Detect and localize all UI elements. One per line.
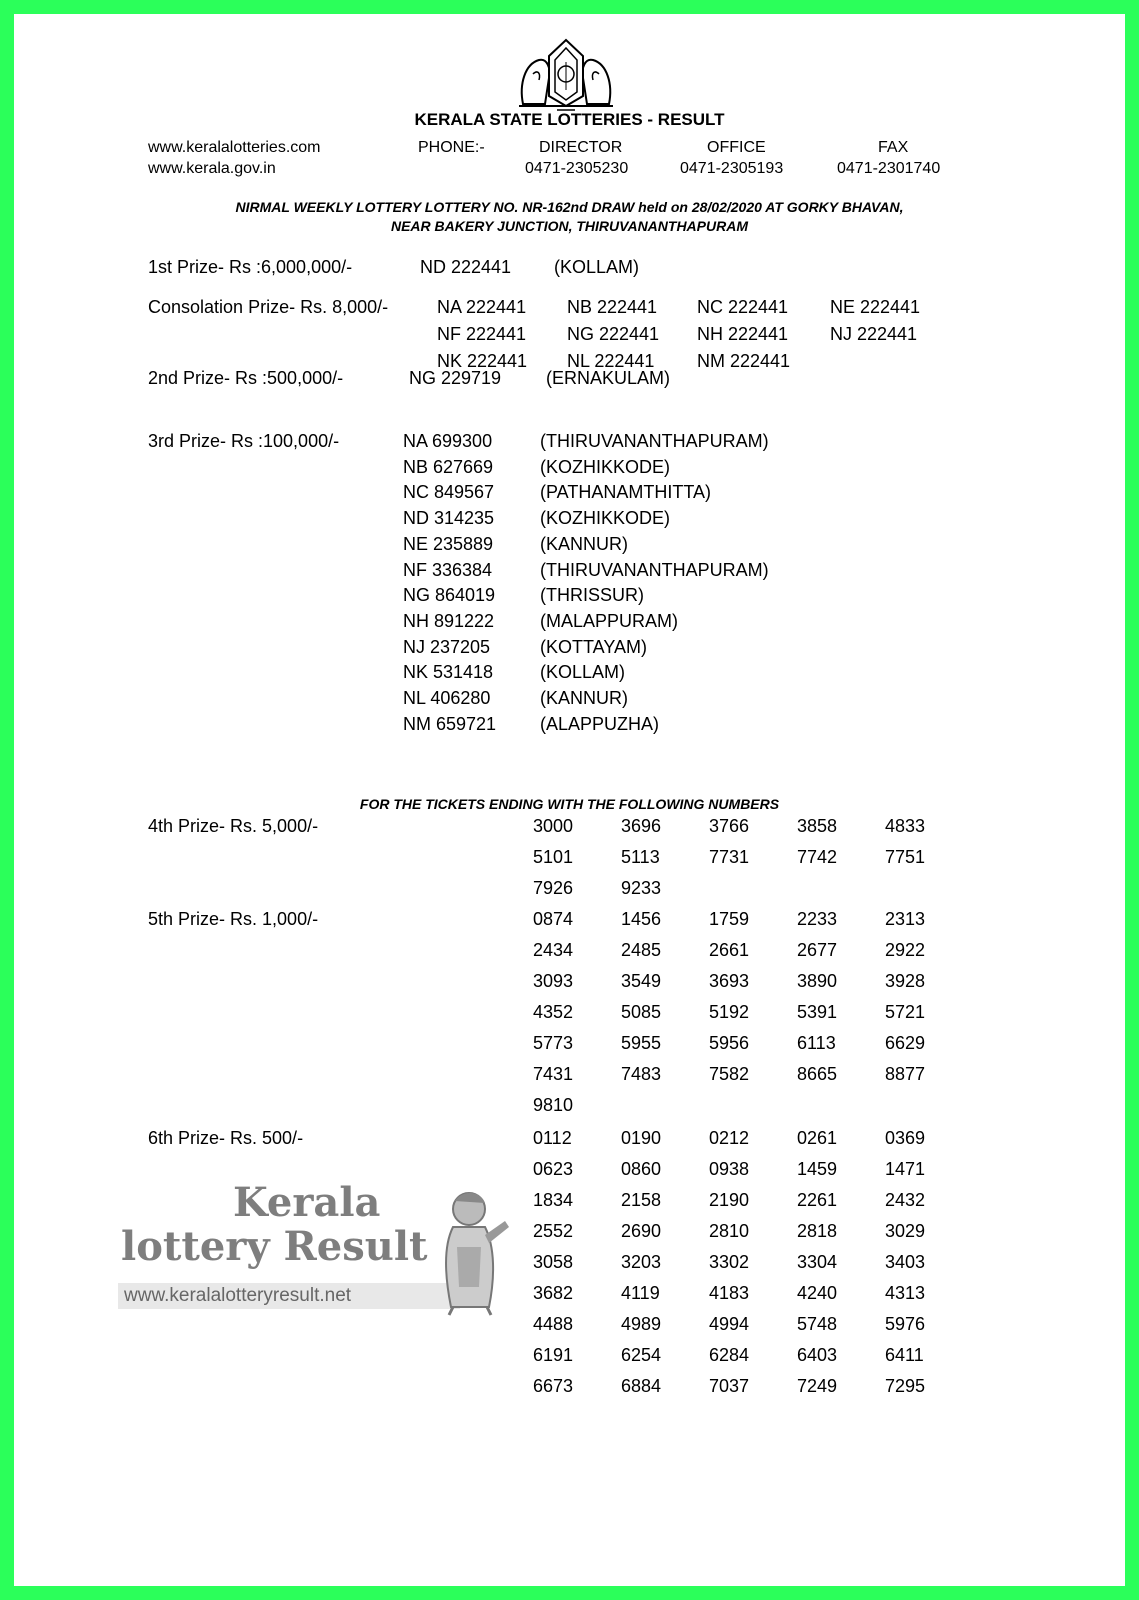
- result-sheet: [14, 14, 1125, 1586]
- fourth-prize-number: 5101: [533, 847, 574, 867]
- watermark-logo: [118, 1179, 518, 1359]
- consolation-ticket: NJ 222441: [830, 324, 918, 344]
- sixth-prize-number: 1834: [533, 1190, 574, 1210]
- fifth-prize-number: 4352: [533, 1002, 574, 1022]
- fourth-prize-number: 3766: [709, 816, 750, 836]
- second-prize-label: 2nd Prize- Rs :500,000/-: [148, 368, 344, 388]
- sixth-prize-number: 5976: [885, 1314, 926, 1334]
- director-label: DIRECTOR: [539, 139, 623, 156]
- sixth-prize-number: 1459: [797, 1159, 838, 1179]
- sixth-prize-number: 2432: [885, 1190, 926, 1210]
- sixth-prize-number: 3029: [885, 1221, 926, 1241]
- sixth-prize-number: 0623: [533, 1159, 574, 1179]
- sixth-prize-number: 3203: [621, 1252, 662, 1272]
- third-prize-ticket: NB 627669: [403, 456, 494, 477]
- sixth-prize-number: 3304: [797, 1252, 838, 1272]
- fifth-prize-number: 2485: [621, 940, 662, 960]
- sixth-prize-number: 4989: [621, 1314, 662, 1334]
- fifth-prize-number: 7431: [533, 1064, 574, 1084]
- consolation-ticket: NB 222441: [567, 297, 658, 317]
- first-prize-ticket: ND 222441: [420, 257, 512, 277]
- consolation-label: Consolation Prize- Rs. 8,000/-: [148, 297, 389, 317]
- sixth-prize-number: 7249: [797, 1376, 838, 1396]
- sixth-prize-number: 4119: [621, 1283, 660, 1303]
- sixth-prize-number: 7037: [709, 1376, 750, 1396]
- third-prize-ticket: NL 406280: [403, 688, 491, 708]
- second-prize-place: (ERNAKULAM): [546, 368, 671, 388]
- fourth-prize-label: 4th Prize- Rs. 5,000/-: [148, 816, 319, 836]
- sixth-prize-number: 6254: [621, 1345, 662, 1365]
- sixth-prize-number: 5748: [797, 1314, 838, 1334]
- third-prize-ticket: NA 699300: [403, 431, 493, 451]
- fourth-prize-number: 7926: [533, 878, 574, 898]
- fax-label: FAX: [878, 139, 909, 156]
- third-prize-ticket: NF 336384: [403, 559, 493, 580]
- sixth-prize-number: 0261: [797, 1128, 838, 1148]
- third-prize-place: (KOTTAYAM): [540, 636, 647, 657]
- fourth-prize-number: 5113: [621, 847, 660, 867]
- sixth-prize-number: 6284: [709, 1345, 750, 1365]
- consolation-ticket: NL 222441: [567, 351, 655, 371]
- fifth-prize-number: 5956: [709, 1033, 750, 1053]
- sixth-prize-number: 3302: [709, 1252, 750, 1272]
- third-prize-place: (MALAPPURAM): [540, 610, 679, 631]
- sixth-prize-label: 6th Prize- Rs. 500/-: [148, 1128, 304, 1148]
- sixth-prize-number: 3403: [885, 1252, 926, 1272]
- sixth-prize-number: 1471: [885, 1159, 926, 1179]
- fifth-prize-number: 0874: [533, 909, 574, 929]
- fifth-prize-number: 5955: [621, 1033, 662, 1053]
- third-prize-ticket: ND 314235: [403, 508, 495, 529]
- third-prize-ticket: NJ 237205: [403, 636, 491, 657]
- consolation-ticket: NM 222441: [697, 351, 791, 371]
- fourth-prize-number: 3858: [797, 816, 838, 836]
- third-prize-place: (THRISSUR): [540, 585, 644, 606]
- draw-info-line2: NEAR BAKERY JUNCTION, THIRUVANANTHAPURAM: [390, 218, 748, 234]
- fifth-prize-number: 5085: [621, 1002, 662, 1022]
- sixth-prize-number: 2190: [709, 1190, 750, 1210]
- office-phone: 0471-2305193: [680, 160, 784, 177]
- fifth-prize-number: 5391: [797, 1002, 838, 1022]
- sixth-prize-number: 2810: [709, 1221, 750, 1241]
- site-link-1[interactable]: www.keralalotteries.com: [148, 139, 321, 156]
- fifth-prize-number: 5192: [709, 1002, 750, 1022]
- sixth-prize-number: 0212: [709, 1128, 750, 1148]
- sixth-prize-number: 3058: [533, 1252, 574, 1272]
- watermark-url: www.keralalotteryresult.net: [118, 1283, 460, 1309]
- fourth-prize-number: 7742: [797, 847, 838, 867]
- director-phone: 0471-2305230: [525, 160, 629, 177]
- fifth-prize-number: 2233: [797, 909, 838, 929]
- sixth-prize-number: 4488: [533, 1314, 574, 1334]
- fifth-prize-number: 3549: [621, 971, 662, 991]
- third-prize-place: (KOLLAM): [540, 662, 626, 683]
- fourth-prize-numbers: [533, 811, 973, 904]
- sixth-prize-number: 4313: [885, 1283, 926, 1303]
- page-title: KERALA STATE LOTTERIES - RESULT: [414, 110, 725, 129]
- kerala-emblem-icon: [511, 34, 621, 112]
- sixth-prize-number: 3682: [533, 1283, 574, 1303]
- fourth-prize-number: 3696: [621, 816, 662, 836]
- sixth-prize-number: 6411: [885, 1345, 924, 1365]
- office-label: OFFICE: [707, 139, 766, 156]
- sixth-prize-number: 2690: [621, 1221, 662, 1241]
- fifth-prize-number: 5773: [533, 1033, 574, 1053]
- third-prize-place: (THIRUVANANTHAPURAM): [540, 559, 769, 580]
- fifth-prize-number: 2434: [533, 940, 574, 960]
- third-prize-ticket: NH 891222: [403, 610, 495, 631]
- fourth-prize-number: 3000: [533, 816, 574, 836]
- sixth-prize-number: 7295: [885, 1376, 926, 1396]
- consolation-ticket: NH 222441: [697, 324, 789, 344]
- consolation-tickets: [437, 297, 960, 372]
- sixth-prize-number: 0938: [709, 1159, 750, 1179]
- sixth-prize-number: 2818: [797, 1221, 838, 1241]
- sixth-prize-number: 2261: [797, 1190, 838, 1210]
- sixth-prize-number: 6403: [797, 1345, 838, 1365]
- watermark-brand-line1: Kerala: [233, 1179, 381, 1226]
- third-prize-place: (PATHANAMTHITTA): [540, 482, 711, 503]
- fourth-prize-number: 7731: [709, 847, 750, 867]
- draw-info-line1: NIRMAL WEEKLY LOTTERY LOTTERY NO. NR-162nd DRAW held on 28/02/2020 AT GORKY BHAVAN,: [235, 199, 904, 215]
- third-prize-place: (ALAPPUZHA): [540, 713, 660, 734]
- consolation-ticket: NK 222441: [437, 351, 528, 371]
- fifth-prize-number: 2661: [709, 940, 750, 960]
- sixth-prize-number: 4240: [797, 1283, 838, 1303]
- sixth-prize-number: 4183: [709, 1283, 750, 1303]
- sixth-prize-number: 6884: [621, 1376, 662, 1396]
- fifth-prize-number: 7483: [621, 1064, 662, 1084]
- fifth-prize-number: 3693: [709, 971, 750, 991]
- fifth-prize-number: 7582: [709, 1064, 750, 1084]
- third-prize-place: (KOZHIKKODE): [540, 456, 671, 477]
- third-prize-place: (KANNUR): [540, 533, 628, 554]
- phone-label: PHONE:-: [418, 139, 485, 156]
- sixth-prize-number: 2158: [621, 1190, 662, 1210]
- third-prize-ticket: NM 659721: [403, 713, 497, 734]
- sixth-prize-number: 2552: [533, 1221, 574, 1241]
- site-link-2[interactable]: www.kerala.gov.in: [148, 160, 276, 177]
- first-prize-place: (KOLLAM): [554, 257, 640, 277]
- fifth-prize-number: 6629: [885, 1033, 926, 1053]
- third-prize-ticket: NE 235889: [403, 533, 494, 554]
- fax-number: 0471-2301740: [837, 160, 941, 177]
- sixth-prize-number: 6673: [533, 1376, 574, 1396]
- fourth-prize-number: 9233: [621, 878, 662, 898]
- sixth-prize-numbers: [533, 1123, 973, 1402]
- fifth-prize-number: 1759: [709, 909, 750, 929]
- fourth-prize-number: 7751: [885, 847, 926, 867]
- third-prize-ticket: NK 531418: [403, 662, 494, 683]
- third-prize-place: (KANNUR): [540, 688, 628, 708]
- sixth-prize-number: 0112: [533, 1128, 572, 1148]
- fifth-prize-number: 2313: [885, 909, 926, 929]
- third-prize-place: (KOZHIKKODE): [540, 508, 671, 529]
- ending-note: FOR THE TICKETS ENDING WITH THE FOLLOWING NUMBERS: [359, 796, 780, 812]
- fifth-prize-number: 9810: [533, 1095, 574, 1115]
- fourth-prize-number: 4833: [885, 816, 926, 836]
- watermark-brand-line2: lottery Result: [121, 1223, 428, 1270]
- fifth-prize-number: 5721: [885, 1002, 926, 1022]
- consolation-ticket: NA 222441: [437, 297, 527, 317]
- fifth-prize-number: 8877: [885, 1064, 926, 1084]
- sixth-prize-number: 6191: [533, 1345, 574, 1365]
- consolation-ticket: NG 222441: [567, 324, 660, 344]
- first-prize-label: 1st Prize- Rs :6,000,000/-: [148, 257, 353, 277]
- third-prize-place: (THIRUVANANTHAPURAM): [540, 431, 769, 451]
- consolation-ticket: NC 222441: [697, 297, 789, 317]
- consolation-ticket: NE 222441: [830, 297, 921, 317]
- sixth-prize-number: 0369: [885, 1128, 926, 1148]
- fifth-prize-number: 3928: [885, 971, 926, 991]
- fifth-prize-number: 3890: [797, 971, 838, 991]
- fifth-prize-number: 6113: [797, 1033, 836, 1053]
- mascot-boy-icon: [433, 1187, 513, 1317]
- fifth-prize-number: 3093: [533, 971, 574, 991]
- fifth-prize-label: 5th Prize- Rs. 1,000/-: [148, 909, 319, 929]
- sixth-prize-number: 0860: [621, 1159, 662, 1179]
- fifth-prize-number: 1456: [621, 909, 662, 929]
- sixth-prize-number: 4994: [709, 1314, 750, 1334]
- sixth-prize-number: 0190: [621, 1128, 662, 1148]
- draw-info: [14, 198, 1125, 236]
- fifth-prize-number: 2677: [797, 940, 838, 960]
- third-prize-ticket: NC 849567: [403, 482, 495, 503]
- fifth-prize-number: 8665: [797, 1064, 838, 1084]
- third-prize-label: 3rd Prize- Rs :100,000/-: [148, 431, 340, 451]
- fifth-prize-number: 2922: [885, 940, 926, 960]
- consolation-ticket: NF 222441: [437, 324, 527, 344]
- second-prize-ticket: NG 229719: [409, 368, 502, 388]
- fifth-prize-numbers: [533, 904, 973, 1121]
- third-prize-ticket: NG 864019: [403, 585, 496, 606]
